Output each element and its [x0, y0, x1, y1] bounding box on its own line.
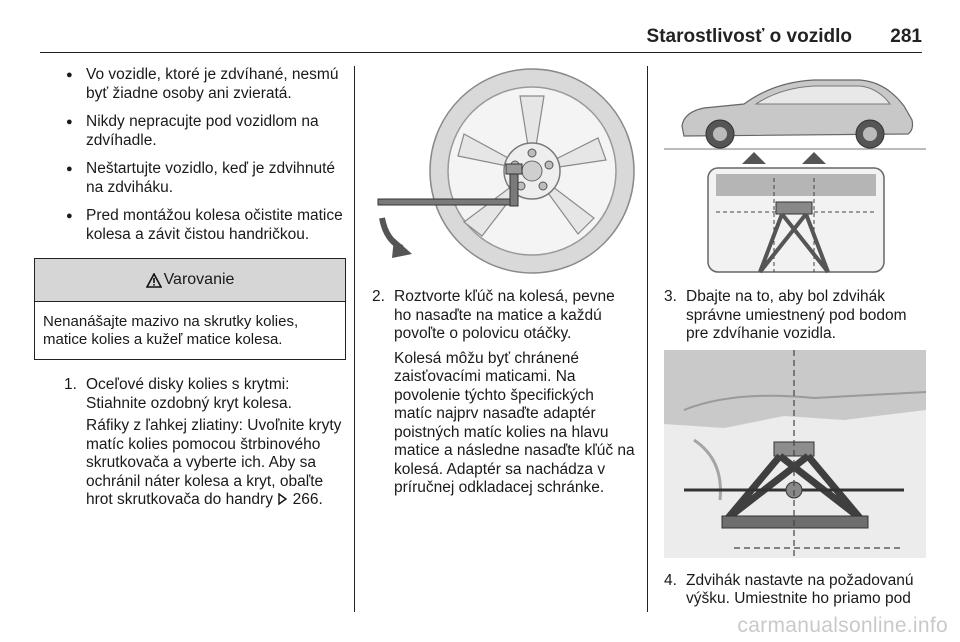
step-text: Roztvorte kľúč na kolesá, pevne ho nasaďte na matice a každú povoľte o polovicu otáčky. — [394, 288, 615, 342]
step-number: 3. — [664, 288, 677, 305]
column-divider — [647, 66, 648, 612]
step-item — [664, 288, 926, 344]
bullet-item: ● Neštartujte vozidlo, keď je zdvihnuté na zdviháku. — [64, 160, 346, 197]
page-title: Starostlivosť o vozidlo — [646, 26, 852, 47]
watermark: carmanualsonline.info — [737, 614, 948, 637]
warning-box — [34, 258, 346, 360]
warning-header — [35, 259, 345, 302]
column-middle — [372, 68, 636, 502]
step-item — [64, 376, 346, 413]
step-number: 1. — [64, 376, 77, 393]
step-number: 4. — [664, 571, 677, 589]
bullet-item: ● Vo vozidle, ktoré je zdvíhané, nesmú byť žiadne osoby ani zvieratá. — [64, 66, 346, 103]
column-divider — [354, 66, 355, 612]
page-reference-icon — [277, 493, 288, 505]
step-number: 2. — [372, 288, 385, 305]
bullet-item: ● Pred montážou kolesa očistite matice kolesa a závit čistou handričkou. — [64, 207, 346, 244]
step-item — [664, 572, 926, 609]
page-header — [40, 18, 922, 53]
step-note — [64, 417, 346, 510]
step-item — [372, 288, 636, 344]
jack-placement-photo — [664, 350, 926, 558]
page-reference: 266. — [292, 491, 323, 508]
step-text: Dbajte na to, aby bol zdvihák správne umiestnený pod bodom pre zdvíhanie vozidla. — [686, 288, 907, 342]
step-note: Kolesá môžu byť chránené zaisťovacími maticami. Na povolenie týchto špecifických matíc najprv nasaďte adaptér poistných matíc kolies na hlavu matice a následne nasaďte kľúč na kolesá. Adaptér sa nachádza v príručnej odkladacej schránke. — [394, 349, 635, 496]
car-jacking-point-illustration — [664, 68, 926, 274]
wheel-wrench-illustration — [372, 68, 636, 274]
step-text: Oceľové disky kolies s krytmi: Stiahnite ozdobný kryt kolesa. — [86, 376, 292, 412]
warning-title: Varovanie — [163, 270, 235, 288]
step-text: Zdvihák nastavte na požadovanú výšku. Umiestnite ho priamo pod — [686, 571, 914, 607]
bullet-item: ● Nikdy nepracujte pod vozidlom na zdvíhadle. — [64, 113, 346, 150]
column-left — [43, 66, 346, 514]
warning-text: Nenanášajte mazivo na skrutky kolies, matice kolies a kužeľ matice kolesa. — [43, 313, 299, 348]
column-right — [664, 68, 926, 613]
warning-triangle-icon — [146, 273, 162, 288]
step-note-text: Ráfiky z ľahkej zliatiny: Uvoľnite kryty matíc kolies pomocou štrbinového skrutkovača a vyberte ich. Aby sa ochránil náter kolesa a kryt, obaľte hrot skrutkovača do handry — [86, 417, 342, 508]
page-number: 281 — [890, 26, 922, 47]
